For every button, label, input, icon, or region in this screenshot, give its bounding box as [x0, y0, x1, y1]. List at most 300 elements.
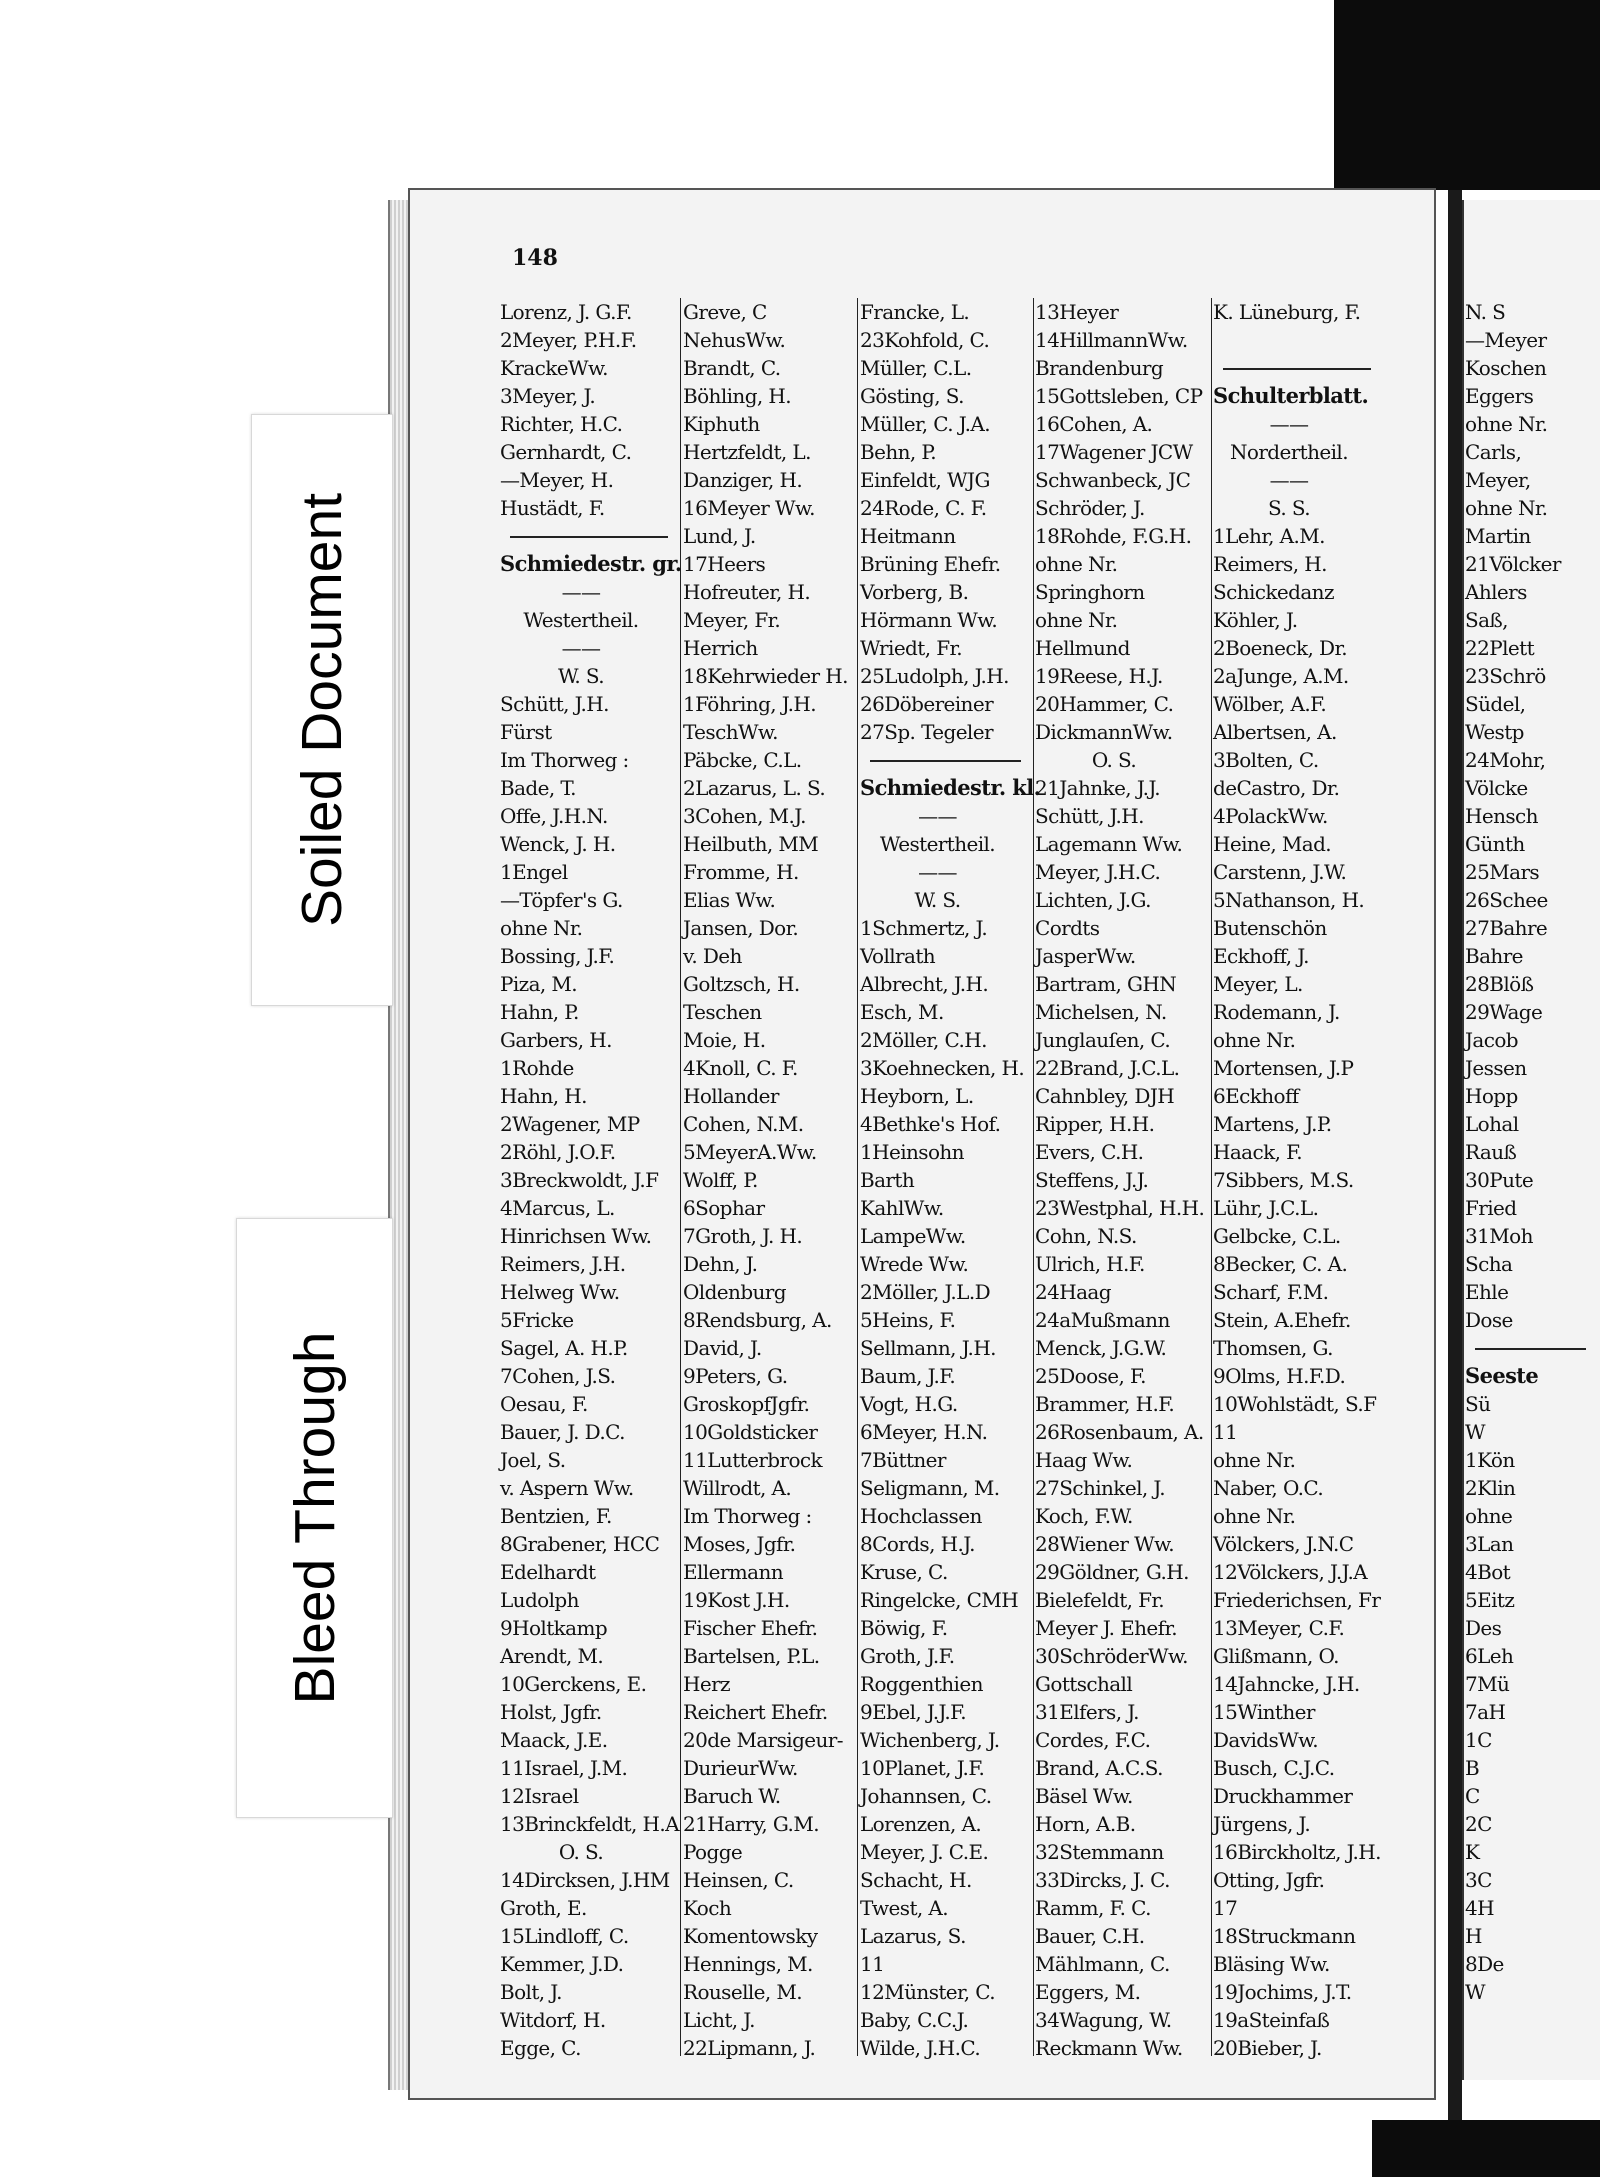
- directory-entry: Pogge: [683, 1840, 743, 1864]
- directory-entry: Bielefeldt, Fr.: [1035, 1588, 1164, 1612]
- directory-entry: Albertsen, A.: [1213, 720, 1337, 744]
- directory-entry: Meyer J. Ehefr.: [1035, 1616, 1177, 1640]
- directory-entry: DavidsWw.: [1213, 1728, 1318, 1752]
- directory-entry: 16Meyer Ww.: [683, 496, 815, 520]
- directory-entry: Moie, H.: [683, 1028, 766, 1052]
- directory-entry: Friederichsen, Fr: [1213, 1588, 1381, 1612]
- directory-column-1: [500, 298, 682, 2062]
- directory-entry: Scharf, F.M.: [1213, 1280, 1329, 1304]
- directory-entry: Bäsel Ww.: [1035, 1784, 1133, 1808]
- directory-entry: Hörmann Ww.: [860, 608, 998, 632]
- directory-entry: Cohn, N.S.: [1035, 1224, 1137, 1248]
- directory-entry: Schütt, J.H.: [500, 692, 609, 716]
- directory-entry: 24Haag: [1035, 1280, 1111, 1304]
- directory-entry: K: [1465, 1840, 1480, 1864]
- directory-entry: 2C: [1465, 1812, 1492, 1836]
- directory-entry: 1Schmertz, J.: [860, 916, 988, 940]
- directory-entry: Fried: [1465, 1196, 1517, 1220]
- directory-entry: 1Föhring, J.H.: [683, 692, 817, 716]
- directory-entry: 14HillmannWw.: [1035, 328, 1188, 352]
- directory-entry: 6Sophar: [683, 1196, 765, 1220]
- directory-entry: 22Brand, J.C.L.: [1035, 1056, 1180, 1080]
- directory-entry: 8Grabener, HCC: [500, 1532, 660, 1556]
- directory-entry: ohne Nr.: [1213, 1448, 1296, 1472]
- directory-entry: Oesau, F.: [500, 1392, 588, 1416]
- directory-entry: Sellmann, J.H.: [860, 1336, 996, 1360]
- directory-entry: Völckers, J.N.C: [1213, 1532, 1354, 1556]
- directory-entry: 2aJunge, A.M.: [1213, 664, 1349, 688]
- directory-entry: Hochclassen: [860, 1504, 982, 1528]
- section-label: S. S.: [1267, 496, 1311, 520]
- directory-entry: Jansen, Dor.: [683, 916, 799, 940]
- directory-entry: K. Lüneburg, F.: [1213, 300, 1361, 324]
- directory-entry: Bolt, J.: [500, 1980, 562, 2004]
- scan-border-top-right: [1334, 0, 1600, 190]
- directory-entry: Cohen, N.M.: [683, 1112, 804, 1136]
- directory-entry: Mortensen, J.P: [1213, 1056, 1354, 1080]
- directory-entry: ohne Nr.: [500, 916, 583, 940]
- directory-entry: Druckhammer: [1213, 1784, 1353, 1808]
- directory-entry: Im Thorweg :: [683, 1504, 812, 1528]
- directory-entry: 10Wohlstädt, S.F: [1213, 1392, 1377, 1416]
- directory-entry: Lazarus, S.: [860, 1924, 966, 1948]
- directory-entry: Sü: [1465, 1392, 1491, 1416]
- directory-entry: 7aH: [1465, 1700, 1506, 1724]
- directory-entry: Bartram, GHN: [1035, 972, 1177, 996]
- directory-entry: Eggers: [1465, 384, 1534, 408]
- street-heading: Seeste: [1465, 1363, 1539, 1388]
- directory-entry: 24Mohr,: [1465, 748, 1546, 772]
- directory-entry: 21Harry, G.M.: [683, 1812, 819, 1836]
- directory-entry: Roggenthien: [860, 1672, 983, 1696]
- directory-entry: 18Struckmann: [1213, 1924, 1356, 1948]
- directory-column-3: [860, 298, 1041, 2062]
- directory-entry: 14Dircksen, J.HM: [500, 1868, 670, 1892]
- directory-entry: Wriedt, Fr.: [860, 636, 963, 660]
- directory-entry: Wölber, A.F.: [1213, 692, 1327, 716]
- directory-entry: Koch, F.W.: [1035, 1504, 1133, 1528]
- directory-entry: Teschen: [683, 1000, 762, 1024]
- directory-entry: ohne Nr.: [1213, 1504, 1296, 1528]
- directory-entry: 26Schee: [1465, 888, 1548, 912]
- directory-entry: Meyer, J. C.E.: [860, 1840, 989, 1864]
- directory-entry: 7Sibbers, M.S.: [1213, 1168, 1354, 1192]
- section-label: W. S.: [557, 664, 605, 688]
- directory-entry: 5Fricke: [500, 1308, 574, 1332]
- directory-entry: Hahn, P.: [500, 1000, 579, 1024]
- directory-entry: 4Bot: [1465, 1560, 1511, 1584]
- directory-entry: Martens, J.P.: [1213, 1112, 1332, 1136]
- directory-entry: 9Olms, H.F.D.: [1213, 1364, 1346, 1388]
- directory-entry: Haack, F.: [1213, 1140, 1303, 1164]
- directory-entry: —Meyer: [1465, 328, 1547, 352]
- directory-entry: 1C: [1465, 1728, 1492, 1752]
- directory-entry: Im Thorweg :: [500, 748, 629, 772]
- directory-entry: Lichten, J.G.: [1035, 888, 1151, 912]
- section-rule: [1213, 354, 1385, 382]
- directory-entry: Böhling, H.: [683, 384, 792, 408]
- directory-entry: Menck, J.G.W.: [1035, 1336, 1167, 1360]
- directory-entry: 4H: [1465, 1896, 1494, 1920]
- directory-entry: Steffens, J.J.: [1035, 1168, 1149, 1192]
- directory-entry: Ulrich, H.F.: [1035, 1252, 1145, 1276]
- directory-entry: Lohal: [1465, 1112, 1519, 1136]
- directory-entry: Rauß: [1465, 1140, 1517, 1164]
- directory-entry: Böwig, F.: [860, 1616, 948, 1640]
- directory-entry: Koschen: [1465, 356, 1547, 380]
- directory-entry: ohne Nr.: [1035, 552, 1118, 576]
- directory-entry: Rouselle, M.: [683, 1980, 803, 2004]
- directory-entry: 12Israel: [500, 1784, 579, 1808]
- directory-entry: Dose: [1465, 1308, 1513, 1332]
- directory-entry: 10Planet, J.F.: [860, 1756, 985, 1780]
- directory-entry: Reimers, H.: [1213, 552, 1327, 576]
- directory-entry: Eckhoff, J.: [1213, 944, 1309, 968]
- directory-entry: Heinsen, C.: [683, 1868, 794, 1892]
- directory-entry: Reichert Ehefr.: [683, 1700, 828, 1724]
- directory-entry: Meyer, J.H.C.: [1035, 860, 1161, 884]
- directory-entry: 4Knoll, C. F.: [683, 1056, 798, 1080]
- directory-entry: Brammer, H.F.: [1035, 1392, 1175, 1416]
- directory-entry: Westp: [1465, 720, 1524, 744]
- directory-entry: Lorenzen, A.: [860, 1812, 982, 1836]
- directory-entry: v. Aspern Ww.: [500, 1476, 634, 1500]
- directory-entry: Ludolph: [500, 1588, 579, 1612]
- directory-entry: Schröder, J.: [1035, 496, 1145, 520]
- directory-entry: 13Brinckfeldt, H.A: [500, 1812, 679, 1836]
- directory-entry: 9Peters, G.: [683, 1364, 788, 1388]
- directory-entry: 9Ebel, J.J.F.: [860, 1700, 967, 1724]
- directory-entry: Witdorf, H.: [500, 2008, 606, 2032]
- directory-entry: 3Breckwoldt, J.F: [500, 1168, 659, 1192]
- directory-entry: KahlWw.: [860, 1196, 944, 1220]
- directory-entry: 2Meyer, P.H.F.: [500, 328, 637, 352]
- directory-entry: 15Gottsleben, CP: [1035, 384, 1203, 408]
- directory-entry: Danziger, H.: [683, 468, 803, 492]
- directory-entry: Haag Ww.: [1035, 1448, 1133, 1472]
- directory-entry: 2Röhl, J.O.F.: [500, 1140, 616, 1164]
- directory-entry: Wenck, J. H.: [500, 832, 616, 856]
- directory-entry: ohne: [1465, 1504, 1513, 1528]
- section-rule: [1465, 1334, 1600, 1362]
- directory-entry: 21Völcker: [1465, 552, 1561, 576]
- directory-entry: 17Heers: [683, 552, 766, 576]
- directory-entry: Hertzfeldt, L.: [683, 440, 811, 464]
- directory-entry: 3Lan: [1465, 1532, 1514, 1556]
- directory-entry: 3Bolten, C.: [1213, 748, 1319, 772]
- directory-entry: 2Wagener, MP: [500, 1112, 640, 1136]
- directory-entry: 8Rendsburg, A.: [683, 1308, 832, 1332]
- directory-entry: Junglauſen, C.: [1035, 1028, 1171, 1052]
- directory-entry: Maack, J.E.: [500, 1728, 608, 1752]
- directory-entry: Hellmund: [1035, 636, 1130, 660]
- section-label: ——: [1269, 468, 1309, 492]
- directory-entry: 16Cohen, A.: [1035, 412, 1153, 436]
- directory-entry: 1Engel: [500, 860, 568, 884]
- directory-entry: 31Moh: [1465, 1224, 1533, 1248]
- directory-entry: 10Goldsticker: [683, 1420, 818, 1444]
- directory-entry: Arendt, M.: [500, 1644, 604, 1668]
- directory-entry: 11Israel, J.M.: [500, 1756, 628, 1780]
- directory-entry: Bentzien, F.: [500, 1504, 612, 1528]
- section-label: ——: [918, 860, 957, 884]
- directory-entry: Baruch W.: [683, 1784, 781, 1808]
- directory-entry: 3Cohen, M.J.: [683, 804, 806, 828]
- directory-entry: Wolff, P.: [683, 1168, 758, 1192]
- directory-entry: Springhorn: [1035, 580, 1145, 604]
- directory-entry: W: [1465, 1420, 1485, 1444]
- directory-entry: Baum, J.F.: [860, 1364, 956, 1388]
- directory-entry: 28Blöß: [1465, 972, 1534, 996]
- directory-entry: Cahnbley, DJH: [1035, 1084, 1175, 1108]
- directory-entry: 9Holtkamp: [500, 1616, 608, 1640]
- directory-entry: Saß,: [1465, 608, 1508, 632]
- directory-entry: Groth, E.: [500, 1896, 587, 1920]
- directory-entry: Elias Ww.: [683, 888, 776, 912]
- directory-entry: 32Stemmann: [1035, 1840, 1164, 1864]
- directory-entry: 23Kohfold, C.: [860, 328, 990, 352]
- directory-entry: 11: [860, 1952, 885, 1976]
- directory-entry: Offe, J.H.N.: [500, 804, 608, 828]
- directory-column-facing-page: [1465, 298, 1600, 2006]
- directory-entry: 18Kehrwieder H.: [683, 664, 848, 688]
- directory-entry: Kiphuth: [683, 412, 760, 436]
- directory-entry: 1Rohde: [500, 1056, 574, 1080]
- directory-entry: 21Jahnke, J.J.: [1035, 776, 1161, 800]
- directory-entry: Brand, A.C.S.: [1035, 1756, 1163, 1780]
- bleed-through-tag: [236, 1218, 393, 1818]
- directory-entry: Albrecht, J.H.: [860, 972, 989, 996]
- directory-entry: 7Mü: [1465, 1672, 1510, 1696]
- directory-entry: ohne Nr.: [1465, 496, 1548, 520]
- directory-entry: Groth, J.F.: [860, 1644, 955, 1668]
- directory-entry: 29Göldner, G.H.: [1035, 1560, 1189, 1584]
- directory-entry: Baby, C.C.J.: [860, 2008, 969, 2032]
- directory-entry: 2Möller, C.H.: [860, 1028, 987, 1052]
- directory-entry: Sagel, A. H.P.: [500, 1336, 628, 1360]
- directory-entry: 2Boeneck, Dr.: [1213, 636, 1348, 660]
- directory-entry: 15Lindloff, C.: [500, 1924, 629, 1948]
- directory-entry: 25Doose, F.: [1035, 1364, 1146, 1388]
- directory-entry: Hustädt, F.: [500, 496, 605, 520]
- directory-entry: Fischer Ehefr.: [683, 1616, 818, 1640]
- directory-entry: 6Leh: [1465, 1644, 1514, 1668]
- directory-entry: 8Cords, H.J.: [860, 1532, 975, 1556]
- directory-entry: Heilbuth, MM: [683, 832, 819, 856]
- directory-entry: 24Rode, C. F.: [860, 496, 987, 520]
- directory-entry: 10Gerckens, E.: [500, 1672, 647, 1696]
- street-heading: Schmiedestr. kl.: [860, 775, 1041, 800]
- directory-entry: 26Döbereiner: [860, 692, 994, 716]
- scan-border-gutter: [1448, 190, 1462, 2120]
- directory-entry: 34Wagung, W.: [1035, 2008, 1172, 2032]
- directory-entry: Carstenn, J.W.: [1213, 860, 1347, 884]
- directory-entry: 29Wage: [1465, 1000, 1543, 1024]
- directory-entry: Thomsen, G.: [1213, 1336, 1333, 1360]
- directory-entry: Bossing, J.F.: [500, 944, 615, 968]
- directory-entry: 20Bieber, J.: [1213, 2036, 1322, 2060]
- directory-entry: 18Rohde, F.G.H.: [1035, 524, 1192, 548]
- directory-entry: Busch, C.J.C.: [1213, 1756, 1335, 1780]
- directory-entry: W: [1465, 1980, 1485, 2004]
- directory-entry: H: [1465, 1924, 1482, 1948]
- directory-entry: 30Pute: [1465, 1168, 1534, 1192]
- directory-entry: Bartelsen, P.L.: [683, 1644, 820, 1668]
- directory-entry: Meyer, Fr.: [683, 608, 781, 632]
- directory-entry: Bauer, C.H.: [1035, 1924, 1145, 1948]
- directory-entry: Brandt, C.: [683, 356, 781, 380]
- directory-entry: —Meyer, H.: [500, 468, 614, 492]
- directory-entry: 7Cohen, J.S.: [500, 1364, 616, 1388]
- directory-entry: Reimers, J.H.: [500, 1252, 626, 1276]
- directory-entry: Ehle: [1465, 1280, 1509, 1304]
- directory-entry: 12Völckers, J.J.A: [1213, 1560, 1368, 1584]
- directory-entry: B: [1465, 1756, 1480, 1780]
- directory-entry: N. S: [1465, 300, 1506, 324]
- section-rule: [860, 746, 1035, 774]
- directory-entry: 5Heins, F.: [860, 1308, 956, 1332]
- directory-entry: Wilde, J.H.C.: [860, 2036, 981, 2060]
- directory-entry: Butenschön: [1213, 916, 1327, 940]
- directory-entry: 25Ludolph, J.H.: [860, 664, 1009, 688]
- directory-entry: 2Lazarus, L. S.: [683, 776, 826, 800]
- directory-entry: Heyborn, L.: [860, 1084, 974, 1108]
- directory-entry: deCastro, Dr.: [1213, 776, 1340, 800]
- directory-entry: [1213, 326, 1385, 354]
- directory-entry: Lund, J.: [683, 524, 756, 548]
- directory-entry: Ahlers: [1465, 580, 1527, 604]
- directory-entry: Dehn, J.: [683, 1252, 758, 1276]
- directory-entry: 11: [1213, 1420, 1238, 1444]
- street-heading: Schulterblatt.: [1213, 383, 1369, 408]
- directory-entry: 4Marcus, L.: [500, 1196, 615, 1220]
- directory-entry: Michelsen, N.: [1035, 1000, 1167, 1024]
- directory-entry: 28Wiener Ww.: [1035, 1532, 1174, 1556]
- directory-entry: 19Jochims, J.T.: [1213, 1980, 1352, 2004]
- directory-entry: 5Eitz: [1465, 1588, 1515, 1612]
- directory-entry: Cordes, F.C.: [1035, 1728, 1151, 1752]
- directory-entry: Licht, J.: [683, 2008, 755, 2032]
- directory-entry: Päbcke, C.L.: [683, 748, 802, 772]
- section-label: O. S.: [1091, 748, 1137, 772]
- directory-entry: Hofreuter, H.: [683, 580, 811, 604]
- directory-entry: Barth: [860, 1168, 915, 1192]
- directory-entry: Evers, C.H.: [1035, 1140, 1144, 1164]
- section-label: O. S.: [558, 1840, 604, 1864]
- section-label: ——: [1269, 412, 1309, 436]
- directory-entry: 27Schinkel, J.: [1035, 1476, 1165, 1500]
- directory-entry: 11Lutterbrock: [683, 1448, 823, 1472]
- directory-entry: Wrede Ww.: [860, 1252, 969, 1276]
- directory-entry: 2Klin: [1465, 1476, 1516, 1500]
- directory-entry: 16Birckholtz, J.H.: [1213, 1840, 1381, 1864]
- directory-entry: Fromme, H.: [683, 860, 799, 884]
- directory-entry: Egge, C.: [500, 2036, 581, 2060]
- directory-entry: Brandenburg: [1035, 356, 1164, 380]
- directory-entry: Schickedanz: [1213, 580, 1334, 604]
- directory-entry: Stein, A.Ehefr.: [1213, 1308, 1351, 1332]
- directory-entry: ohne Nr.: [1465, 412, 1548, 436]
- directory-entry: DurieurWw.: [683, 1756, 798, 1780]
- directory-entry: 4PolackWw.: [1213, 804, 1328, 828]
- directory-entry: 1Kön: [1465, 1448, 1515, 1472]
- directory-entry: Heine, Mad.: [1213, 832, 1332, 856]
- directory-entry: Seligmann, M.: [860, 1476, 1000, 1500]
- directory-entry: Fürst: [500, 720, 552, 744]
- directory-entry: 8De: [1465, 1952, 1504, 1976]
- directory-entry: 17Wagener JCW: [1035, 440, 1193, 464]
- directory-entry: NehusWw.: [683, 328, 786, 352]
- directory-entry: ohne Nr.: [1213, 1028, 1296, 1052]
- directory-entry: 22Lipmann, J.: [683, 2036, 816, 2060]
- directory-entry: Ripper, H.H.: [1035, 1112, 1155, 1136]
- directory-entry: 20de Marsigeur-: [683, 1728, 843, 1752]
- directory-entry: ohne Nr.: [1035, 608, 1118, 632]
- directory-entry: Wichenberg, J.: [860, 1728, 1000, 1752]
- directory-entry: Mählmann, C.: [1035, 1952, 1170, 1976]
- directory-entry: 22Plett: [1465, 636, 1535, 660]
- directory-entry: Greve, C: [683, 300, 767, 324]
- section-label: Nordertheil.: [1229, 440, 1348, 464]
- directory-entry: Schwanbeck, JC: [1035, 468, 1191, 492]
- directory-entry: 12Münster, C.: [860, 1980, 996, 2004]
- directory-entry: 3Meyer, J.: [500, 384, 596, 408]
- directory-entry: 3Koehnecken, H.: [860, 1056, 1025, 1080]
- directory-entry: 5MeyerA.Ww.: [683, 1140, 817, 1164]
- directory-entry: Oldenburg: [683, 1280, 786, 1304]
- directory-entry: TeschWw.: [683, 720, 778, 744]
- directory-entry: Komentowsky: [683, 1924, 818, 1948]
- directory-entry: 25Mars: [1465, 860, 1540, 884]
- directory-entry: Herz: [683, 1672, 730, 1696]
- directory-entry: 5Nathanson, H.: [1213, 888, 1365, 912]
- directory-entry: Einfeldt, WJG: [860, 468, 990, 492]
- directory-entry: 23Schrö: [1465, 664, 1546, 688]
- directory-entry: 2Möller, J.L.D: [860, 1280, 991, 1304]
- directory-entry: Behn, P.: [860, 440, 936, 464]
- directory-entry: 8Becker, C. A.: [1213, 1252, 1348, 1276]
- directory-entry: Helweg Ww.: [500, 1280, 620, 1304]
- directory-entry: Johannsen, C.: [860, 1784, 992, 1808]
- directory-entry: Des: [1465, 1616, 1502, 1640]
- directory-entry: 7Groth, J. H.: [683, 1224, 803, 1248]
- directory-entry: Meyer,: [1465, 468, 1531, 492]
- directory-entry: 30SchröderWw.: [1035, 1644, 1188, 1668]
- directory-entry: Martin: [1465, 524, 1531, 548]
- directory-entry: Müller, C. J.A.: [860, 412, 990, 436]
- directory-entry: —Töpfer's G.: [500, 888, 623, 912]
- directory-entry: Kemmer, J.D.: [500, 1952, 624, 1976]
- directory-entry: 7Büttner: [860, 1448, 946, 1472]
- directory-entry: Piza, M.: [500, 972, 578, 996]
- directory-entry: Bauer, J. D.C.: [500, 1420, 625, 1444]
- directory-entry: GroskopfJgfr.: [683, 1392, 810, 1416]
- directory-entry: Ellermann: [683, 1560, 784, 1584]
- directory-entry: Garbers, H.: [500, 1028, 612, 1052]
- directory-column-2: [683, 298, 861, 2062]
- directory-entry: C: [1465, 1784, 1480, 1808]
- directory-entry: Reckmann Ww.: [1035, 2036, 1183, 2060]
- soiled-document-tag: [251, 414, 393, 1006]
- directory-entry: Rodemann, J.: [1213, 1000, 1340, 1024]
- directory-entry: Vorberg, B.: [860, 580, 969, 604]
- directory-entry: Vogt, H.G.: [860, 1392, 958, 1416]
- section-label: ——: [561, 636, 601, 660]
- directory-entry: Horn, A.B.: [1035, 1812, 1136, 1836]
- directory-entry: 27Bahre: [1465, 916, 1548, 940]
- directory-entry: Gottschall: [1035, 1672, 1133, 1696]
- directory-entry: Eggers, M.: [1035, 1980, 1141, 2004]
